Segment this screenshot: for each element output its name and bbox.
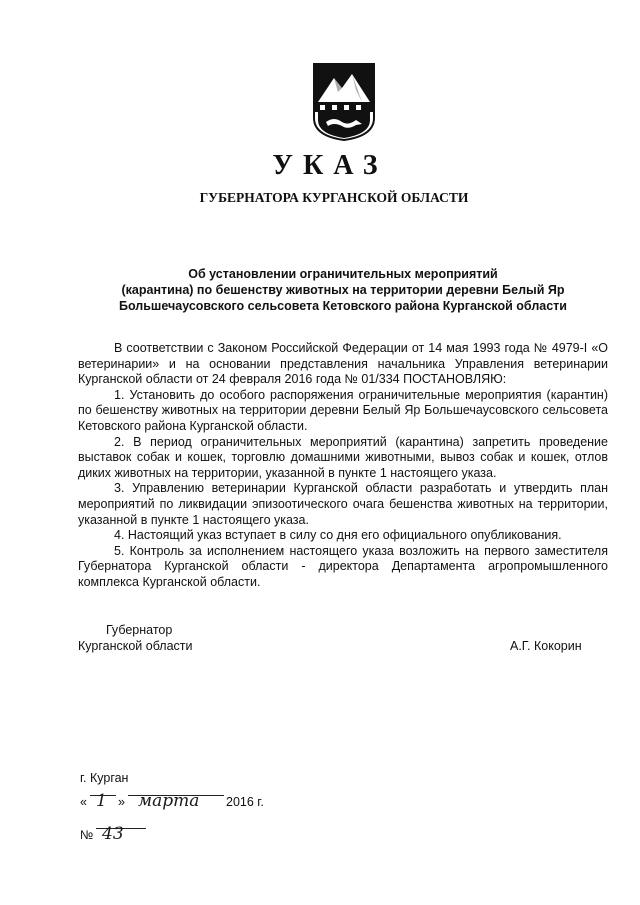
signatory-name: А.Г. Кокорин <box>510 639 582 653</box>
clause-5: 5. Контроль за исполнением настоящего указа возложить на первого заместителя Губернатора Курганской области - директора Департамента агропромышленного комплекса Курганской области. <box>78 543 608 589</box>
document-title: УКАЗ <box>272 150 388 181</box>
kurgan-coat-of-arms-icon <box>312 62 376 142</box>
heading-line: Об установлении ограничительных мероприятий <box>188 267 498 281</box>
document-heading <box>78 266 608 314</box>
number-handwritten: 43 <box>102 824 124 844</box>
date-close-quote: » <box>118 795 125 809</box>
date-day-handwritten: 1 <box>96 791 107 811</box>
date-month-handwritten: марта <box>138 791 200 811</box>
clause-2: 2. В период ограничительных мероприятий (карантина) запретить проведение выставок собак и кошек, торговлю домашними животными, вывоз собак и кошек, отлов диких животных на территории, указанной в пункте 1 настоящего указа. <box>78 434 608 480</box>
signatory-title <box>78 622 193 654</box>
signatory-title-line: Губернатор <box>106 623 173 637</box>
document-body <box>78 341 608 591</box>
clause-4: 4. Настоящий указ вступает в силу со дня его официального опубликования. <box>114 528 562 543</box>
date-open-quote: « <box>80 795 87 809</box>
heading-line: Большечаусовского сельсовета Кетовского района Курганской области <box>119 299 567 313</box>
preamble-paragraph: В соответствии с Законом Российской Федерации от 14 мая 1993 года № 4979-I «О ветеринарии» и на основании представления начальника Управления ветеринарии Курганской области от 24 февраля 2016 года № 01/334 ПОСТАНОВЛЯЮ: <box>78 341 608 387</box>
clause-3: 3. Управлению ветеринарии Курганской области разработать и утвердить план мероприятий по ликвидации эпизоотического очага бешенства животных на территории, указанной в пункте 1 настоящего указа. <box>78 481 608 527</box>
document-issuer: ГУБЕРНАТОРА КУРГАНСКОЙ ОБЛАСТИ <box>199 190 469 205</box>
signatory-title-line: Курганской области <box>78 639 193 653</box>
date-year: 2016 г. <box>226 795 264 809</box>
issue-city: г. Курган <box>80 771 129 785</box>
clause-1: 1. Установить до особого распоряжения ограничительные мероприятия (карантин) по бешенству животных на территории деревни Белый Яр Большечаусовского сельсовета Кетовского района Курганской области. <box>78 387 608 433</box>
number-label: № <box>80 828 94 842</box>
heading-line: (карантина) по бешенству животных на территории деревни Белый Яр <box>121 283 565 297</box>
